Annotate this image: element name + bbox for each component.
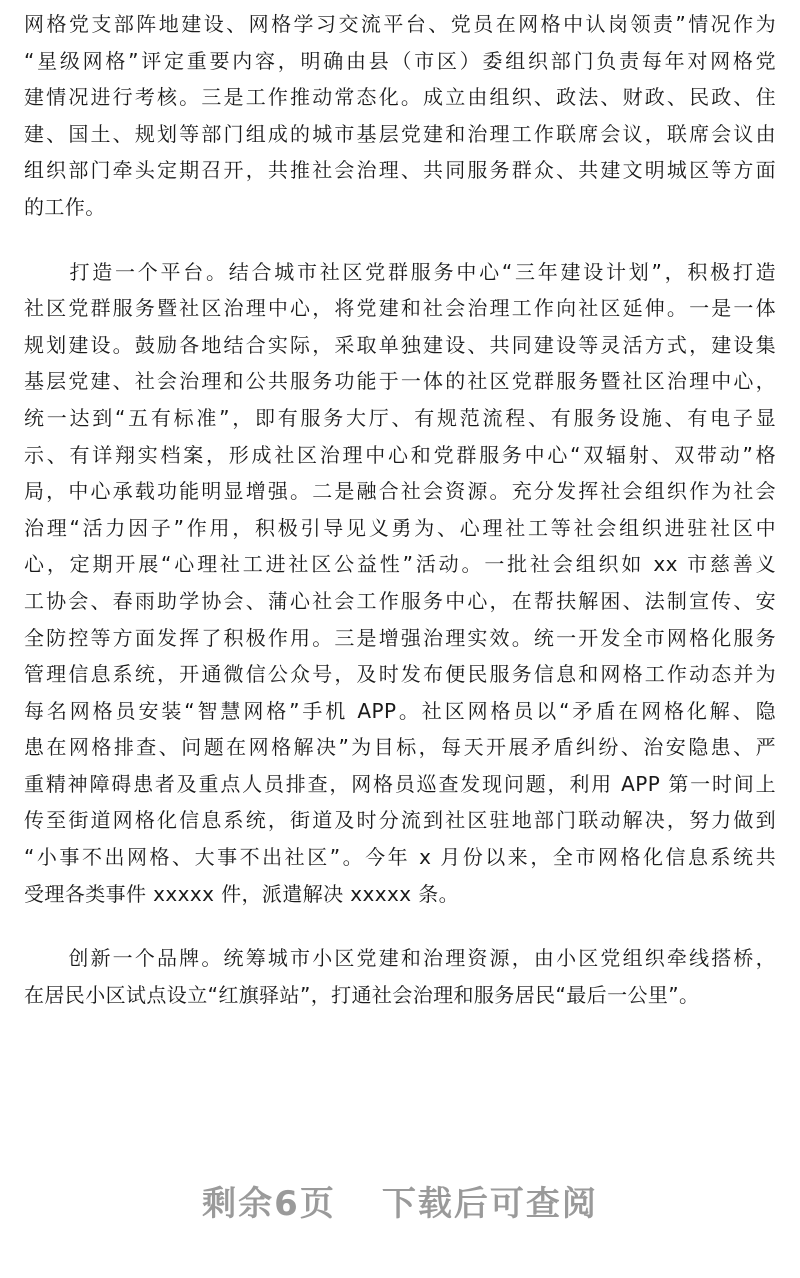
remaining-pages-label: 剩余6页 [202,1184,336,1224]
text-line: 传至街道网格化信息系统，街道及时分流到社区驻地部门联动解决，努力做到 [24,808,776,833]
text-line: 每名网格员安装“智慧网格”手机 APP。社区网格员以“矛盾在网格化解、隐 [24,698,776,723]
text-line: 重精神障碍患者及重点人员排查，网格员巡查发现问题，利用 APP 第一时间上 [24,771,776,796]
text-line: 心，定期开展“心理社工进社区公益性”活动。一批社会组织如 xx 市慈善义 [24,552,776,577]
text-line: 治理“活力因子”作用，积极引导见义勇为、心理社工等社会组织进驻社区中 [24,515,776,540]
text-line: 创新一个品牌。统筹城市小区党建和治理资源，由小区党组织牵线搭桥， [24,946,776,971]
paragraph-2 [24,254,776,913]
text-line: 建情况进行考核。三是工作推动常态化。成立由组织、政法、财政、民政、住 [24,85,776,110]
text-line: 全防控等方面发挥了积极作用。三是增强治理实效。统一开发全市网格化服务 [24,625,776,650]
text-line: 管理信息系统，开通微信公众号，及时发布便民服务信息和网格工作动态并为 [24,662,776,687]
text-line: 的工作。 [24,194,106,219]
paragraph-1 [24,6,776,226]
text-line: 组织部门牵头定期召开，共推社会治理、共同服务群众、共建文明城区等方面 [24,158,776,183]
text-line: 建、国土、规划等部门组成的城市基层党建和治理工作联席会议，联席会议由 [24,121,776,146]
text-line: “小事不出网格、大事不出社区”。今年 x 月份以来，全市网格化信息系统共 [24,845,776,870]
document-body [24,6,776,1013]
text-line: 统一达到“五有标准”，即有服务大厅、有规范流程、有服务设施、有电子显 [24,405,776,430]
text-line: 局，中心承载功能明显增强。二是融合社会资源。充分发挥社会组织作为社会 [24,479,776,504]
text-line: 在居民小区试点设立“红旗驿站”，打通社会治理和服务居民“最后一公里”。 [24,982,700,1007]
download-to-view-label[interactable]: 下载后可查阅 [381,1184,598,1224]
text-line: 打造一个平台。结合城市社区党群服务中心“三年建设计划”，积极打造 [24,259,776,284]
text-line: 受理各类事件 xxxxx 件，派遣解决 xxxxx 条。 [24,881,459,906]
text-line: 示、有详翔实档案，形成社区治理中心和党群服务中心“双辐射、双带动”格 [24,442,776,467]
text-line: 规划建设。鼓励各地结合实际，采取单独建设、共同建设等灵活方式，建设集 [24,332,776,357]
text-line: “星级网格”评定重要内容，明确由县（市区）委组织部门负责每年对网格党 [24,48,776,73]
text-line: 社区党群服务暨社区治理中心，将党建和社会治理工作向社区延伸。一是一体 [24,296,776,321]
text-line: 患在网格排查、问题在网格解决”为目标，每天开展矛盾纠纷、治安隐患、严 [24,735,776,760]
text-line: 网格党支部阵地建设、网格学习交流平台、党员在网格中认岗领责”情况作为 [24,12,776,36]
text-line: 工协会、春雨助学协会、蒲心社会工作服务中心，在帮扶解困、法制宣传、安 [24,588,776,613]
download-prompt-banner[interactable] [0,1176,800,1225]
text-line: 基层党建、社会治理和公共服务功能于一体的社区党群服务暨社区治理中心， [24,369,776,394]
paragraph-3 [24,940,776,1013]
